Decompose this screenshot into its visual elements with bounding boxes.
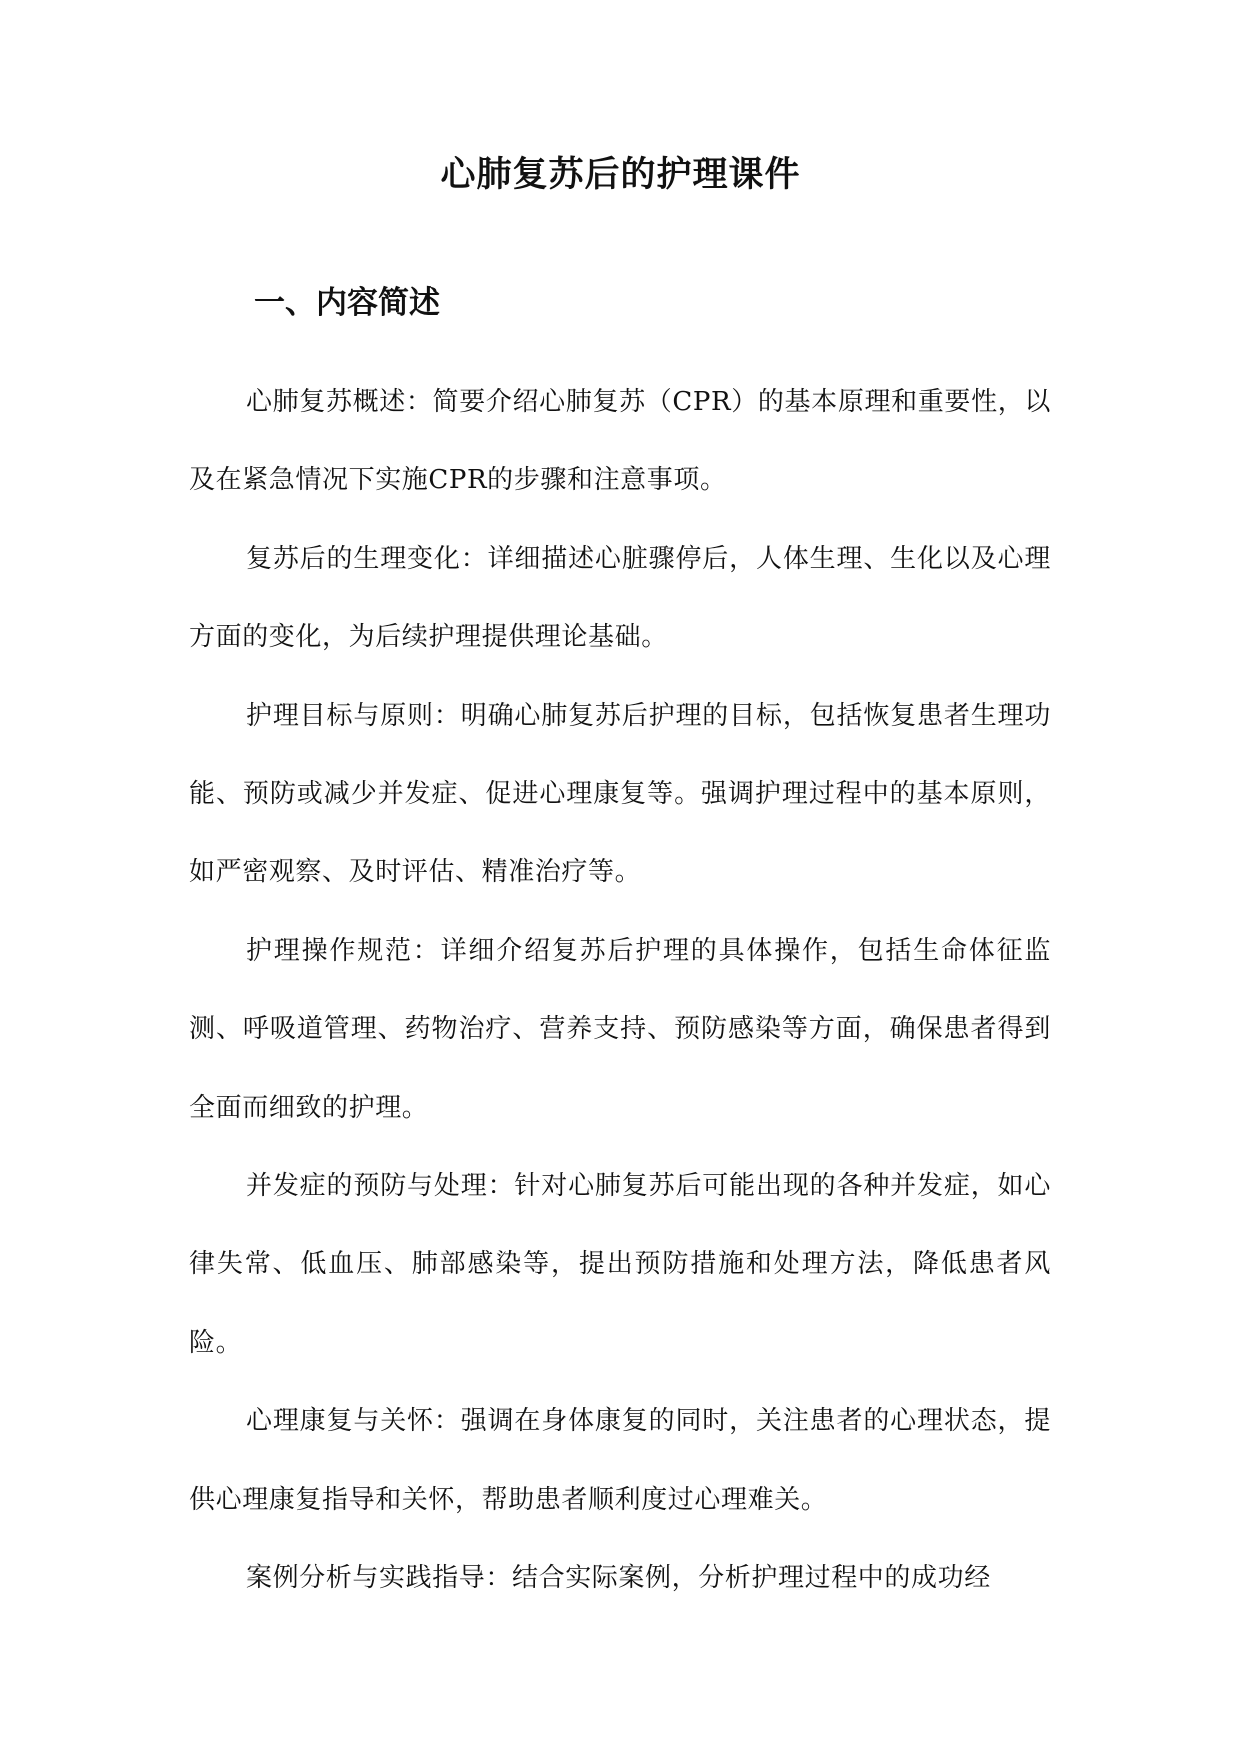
paragraph-nursing-goals: 护理目标与原则：明确心肺复苏后护理的目标，包括恢复患者生理功能、预防或减少并发症、促进心理康复等。强调护理过程中的基本原则，如严密观察、及时评估、精准治疗等。 [189,700,1051,888]
section-body [189,363,1051,1618]
paragraph-nursing-operations: 护理操作规范：详细介绍复苏后护理的具体操作，包括生命体征监测、呼吸道管理、药物治疗、营养支持、预防感染等方面，确保患者得到全面而细致的护理。 [189,935,1051,1123]
paragraph-psychological-care: 心理康复与关怀：强调在身体康复的同时，关注患者的心理状态，提供心理康复指导和关怀，帮助患者顺利度过心理难关。 [189,1406,1051,1515]
section-heading: 一、内容简述 [254,285,440,321]
paragraph-physiological-changes: 复苏后的生理变化：详细描述心脏骤停后，人体生理、生化以及心理方面的变化，为后续护理提供理论基础。 [189,543,1051,653]
paragraph-cpr-overview: 心肺复苏概述：简要介绍心肺复苏（CPR）的基本原理和重要性，以及在紧急情况下实施CPR的步骤和注意事项。 [189,387,1051,496]
paragraph-case-analysis: 案例分析与实践指导：结合实际案例，分析护理过程中的成功经 [246,1563,991,1594]
document-title: 心肺复苏后的护理课件 [440,155,801,195]
paragraph-complications: 并发症的预防与处理：针对心肺复苏后可能出现的各种并发症，如心律失常、低血压、肺部感染等，提出预防措施和处理方法，降低患者风险。 [189,1171,1051,1358]
